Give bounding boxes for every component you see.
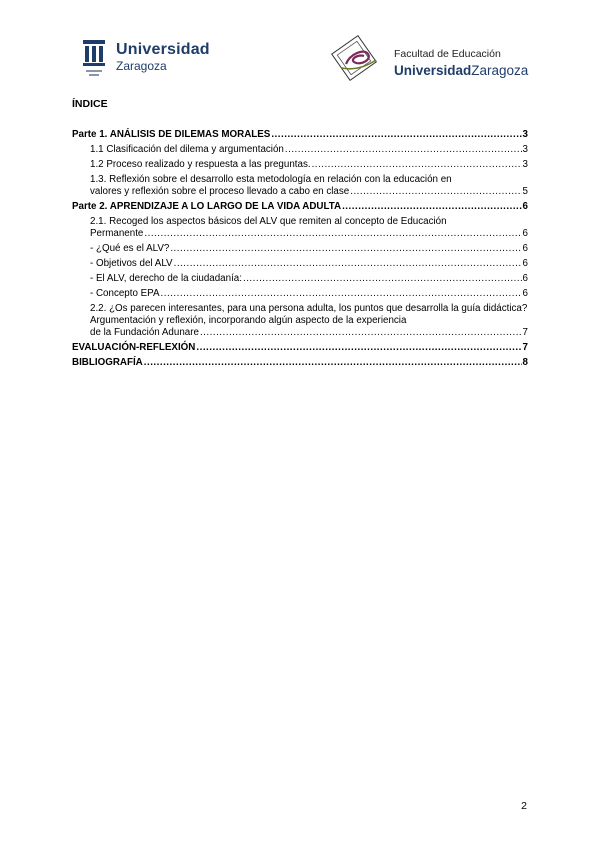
toc-entry-text: 1.1 Clasificación del dilema y argumentación — [90, 144, 284, 155]
faculty-university-bold: Universidad — [394, 63, 472, 78]
toc-leader — [174, 258, 522, 270]
toc-entry-text-first-line: 1.3. Reflexión sobre el desarrollo esta metodología en relación con la educación en — [90, 174, 452, 185]
toc-entry-text: 1.2 Proceso realizado y respuesta a las preguntas. — [90, 159, 311, 170]
toc-entry-text: valores y reflexión sobre el proceso llevado a cabo en clase — [90, 186, 350, 197]
toc-leader — [144, 357, 522, 369]
toc-leader — [342, 201, 521, 213]
toc-entry-evaluacion[interactable] — [72, 342, 528, 354]
toc-entry-objetivos-alv[interactable] — [72, 258, 528, 270]
faculty-emblem-icon — [324, 34, 386, 82]
toc-leader — [312, 159, 522, 171]
toc-leader — [350, 186, 521, 198]
toc-entry-1-2[interactable] — [72, 159, 528, 171]
toc-entry-text: de la Fundación Adunare — [90, 327, 199, 338]
toc-page-number: 3 — [522, 159, 528, 170]
toc-page-number: 6 — [522, 243, 528, 254]
toc-page-number: 8 — [522, 357, 528, 368]
toc-page-number: 5 — [522, 186, 528, 197]
toc-entry-concepto-epa[interactable] — [72, 288, 528, 300]
toc-leader — [170, 243, 521, 255]
toc-entry-que-es-alv[interactable] — [72, 243, 528, 255]
toc-leader — [271, 129, 521, 141]
toc-page-number: 6 — [522, 288, 528, 299]
university-name: Universidad — [116, 41, 210, 58]
toc-entry-parte-1[interactable] — [72, 129, 528, 141]
toc-entry-text: - Concepto EPA — [90, 288, 160, 299]
toc-entry-alv-derecho[interactable] — [72, 273, 528, 285]
table-of-contents — [72, 129, 528, 372]
faculty-university — [394, 63, 528, 78]
university-logo — [80, 38, 215, 82]
toc-leader — [285, 144, 522, 156]
toc-page-number: 6 — [522, 273, 528, 284]
toc-entry-parte-2[interactable] — [72, 201, 528, 213]
page-title: ÍNDICE — [72, 98, 108, 110]
faculty-name: Facultad de Educación — [394, 48, 501, 60]
toc-entry-1-3[interactable] — [72, 174, 528, 198]
toc-leader — [200, 327, 522, 339]
toc-entry-text: Parte 1. ANÁLISIS DE DILEMAS MORALES — [72, 129, 271, 140]
toc-page-number: 7 — [522, 327, 528, 338]
toc-page-number: 6 — [522, 228, 528, 239]
toc-entry-text: Parte 2. APRENDIZAJE A LO LARGO DE LA VIDA ADULTA — [72, 201, 342, 212]
toc-page-number: 7 — [522, 342, 528, 353]
toc-entry-text: - El ALV, derecho de la ciudadanía: — [90, 273, 242, 284]
toc-entry-text: EVALUACIÓN-REFLEXIÓN — [72, 342, 196, 353]
toc-entry-text: Permanente — [90, 228, 144, 239]
toc-page-number: 6 — [522, 201, 528, 212]
toc-leader — [196, 342, 521, 354]
toc-entry-text-first-line: 2.1. Recoged los aspectos básicos del ALV que remiten al concepto de Educación — [90, 216, 447, 227]
university-city: Zaragoza — [116, 59, 167, 73]
toc-entry-bibliografia[interactable] — [72, 357, 528, 369]
faculty-university-city: Zaragoza — [471, 63, 529, 78]
toc-entry-text-first-lines: 2.2. ¿Os parecen interesantes, para una persona adulta, los puntos que desarrolla la guía didáctica? Argumentación y reflexión, incorporando algún aspecto de la experiencia — [90, 303, 528, 326]
toc-entry-2-1[interactable] — [72, 216, 528, 240]
toc-page-number: 3 — [522, 144, 528, 155]
toc-leader — [144, 228, 521, 240]
page-header — [0, 34, 600, 86]
page-number: 2 — [521, 800, 527, 812]
toc-leader — [243, 273, 522, 285]
toc-page-number: 6 — [522, 258, 528, 269]
toc-entry-text: - ¿Qué es el ALV? — [90, 243, 170, 254]
toc-entry-2-2[interactable] — [72, 303, 528, 339]
toc-entry-text: BIBLIOGRAFÍA — [72, 357, 143, 368]
university-crest-icon — [80, 38, 108, 78]
faculty-logo — [324, 34, 534, 84]
toc-leader — [161, 288, 522, 300]
toc-page-number: 3 — [522, 129, 528, 140]
toc-entry-1-1[interactable] — [72, 144, 528, 156]
toc-entry-text: - Objetivos del ALV — [90, 258, 173, 269]
